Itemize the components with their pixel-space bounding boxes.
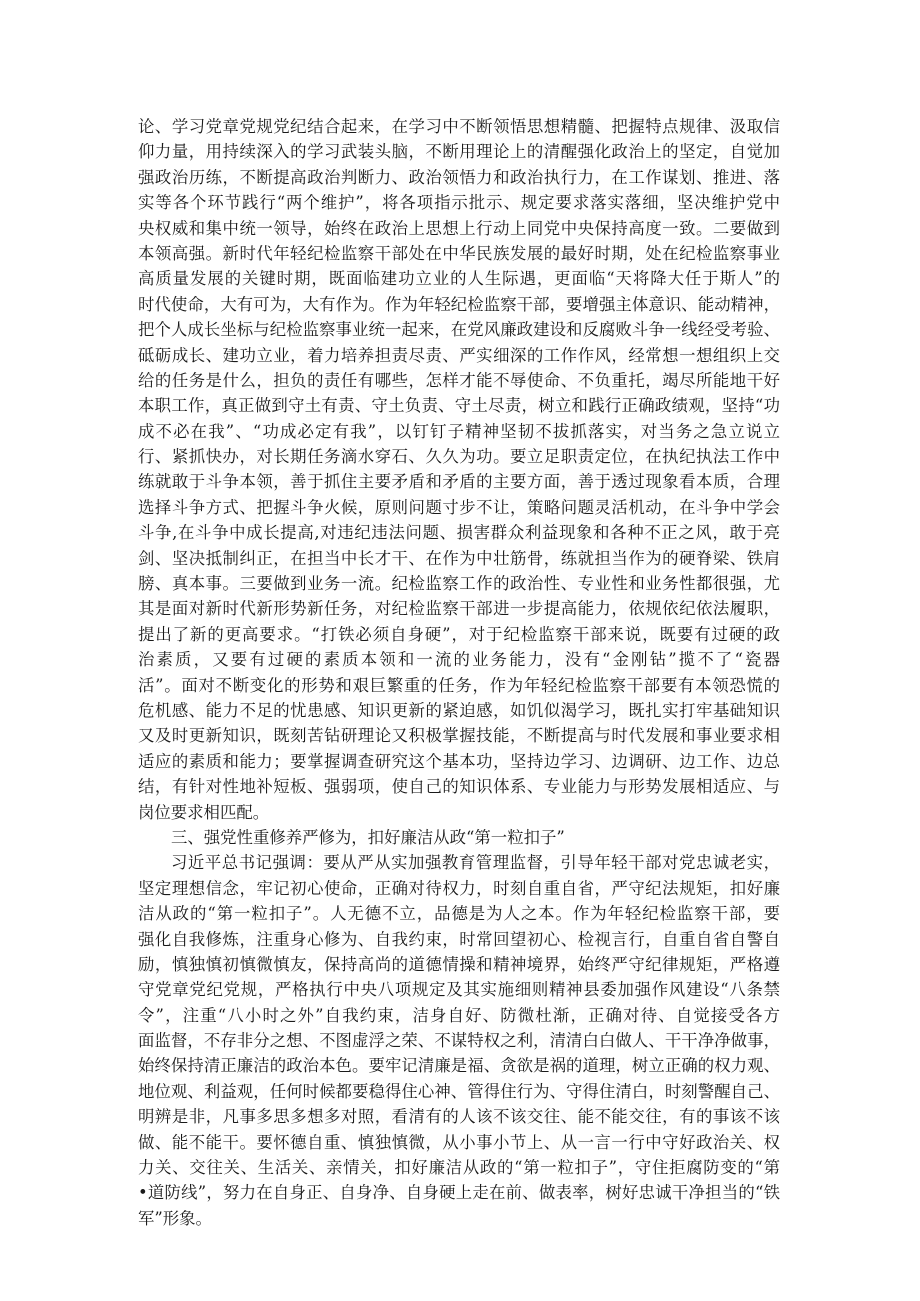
text-line: 力关、交往关、生活关、亲情关，扣好廉洁从政的“第一粒扣子”，守住拒腐防变的“第 [138,1158,780,1178]
text-line: 论、学习党章党规党纪结合起来，在学习中不断领悟思想精髓、把握特点规律、汲取信 [138,117,780,136]
text-line: 适应的素质和能力；要掌握调查研究这个基本功，坚持边学习、边调研、边工作、边总 [138,751,780,771]
text-line: 地位观、利益观，任何时候都要稳得住心神、管得住行为、守得住清白，时刻警醒自己、 [138,1081,780,1101]
text-line: 砥砺成长、建功立业，着力培养担责尽责、严实细深的工作作风，经常想一想组织上交 [138,345,780,365]
text-line: 剑、坚决抵制纠正，在担当中长才干、在作为中壮筋骨，练就担当作为的硬脊梁、铁肩 [138,548,780,568]
text-line: 膀、真本事。三要做到业务一流。纪检监察工作的政治性、专业性和业务性都很强，尤 [138,574,780,594]
text-line: 结，有针对性地补短板、强弱项，使自己的知识体系、专业能力与形势发展相适应、与 [138,777,780,797]
text-line: 治素质，又要有过硬的素质本领和一流的业务能力，没有“金刚钻”揽不了“瓷器 [138,650,780,670]
text-line: 令”，注重“八小时之外”自我约束，洁身自好、防微杜渐，正确对待、自觉接受各方 [138,1005,780,1025]
text-line: 活”。面对不断变化的形势和艰巨繁重的任务，作为年轻纪检监察干部要有本领恐慌的 [138,675,780,695]
text-line: 始终保持清正廉洁的政治本色。要牢记清廉是福、贪欲是祸的道理，树立正确的权力观、 [138,1056,780,1076]
section-heading-3: 三、强党性重修养严修为，扣好廉洁从政“第一粒扣子” [171,827,565,847]
text-line: 仰力量，用持续深入的学习武装头脑，不断用理论上的清醒强化政治上的坚定，自觉加 [138,142,780,162]
text-line: 危机感、能力不足的忧患感、知识更新的紧迫感，如饥似渴学习，既扎实打牢基础知识 [138,700,780,720]
text-line: 行、紧抓快办，对长期任务滴水穿石、久久为功。要立足职责定位，在执纪执法工作中 [138,447,780,467]
text-line: 强化自我修炼，注重身心修为、自我约束，时常回望初心、检视言行，自重自省自警自 [138,929,780,949]
paragraph-integrity [138,850,780,1231]
text-line: 高质量发展的关键时期，既面临建功立业的人生际遇，更面临“天将降大任于斯人”的 [138,269,780,289]
text-line: 把个人成长坐标与纪检监察事业统一起来，在党风廉政建设和反腐败斗争一线经受考验、 [138,320,780,340]
text-line: 守党章党纪党规，严格执行中央八项规定及其实施细则精神县委加强作风建设“八条禁 [138,980,780,1000]
text-line: 习近平总书记强调：要从严从实加强教育管理监督，引导年轻干部对党忠诚老实， [171,853,780,873]
text-line: 练就敢于斗争本领，善于抓住主要矛盾和矛盾的主要方面，善于透过现象看本质，合理 [138,472,780,492]
text-line: 岗位要求相匹配。 [138,802,270,822]
text-line: 本领高强。新时代年轻纪检监察干部处在中华民族发展的最好时期，处在纪检监察事业 [138,243,780,263]
text-line: 励，慎独慎初慎微慎友，保持高尚的道德情操和精神境界，始终严守纪律规矩，严格遵 [138,954,780,974]
text-line: 时代使命，大有可为，大有作为。作为年轻纪检监察干部，要增强主体意识、能动精神， [138,294,780,314]
text-line: 其是面对新时代新形势新任务，对纪检监察干部进一步提高能力，依规依纪依法履职， [138,599,780,619]
text-line: 成不必在我”、“功成必定有我”，以钉钉子精神坚韧不拔抓落实，对当务之急立说立 [138,421,780,441]
text-line: 选择斗争方式、把握斗争火候，原则问题寸步不让，策略问题灵活机动，在斗争中学会 [138,497,780,517]
text-line: 提出了新的更高要求。“打铁必须自身硬”，对于纪检监察干部来说，既要有过硬的政 [138,624,780,644]
text-line: 本职工作，真正做到守土有责、守土负责、守土尽责，树立和践行正确政绩观，坚持“功 [138,396,780,416]
text-line: 斗争,在斗争中成长提高,对违纪违法问题、损害群众利益现象和各种不正之风，敢于亮 [138,523,780,543]
text-line: 明辨是非，凡事多思多想多对照，看清有的人该不该交往、能不能交往，有的事该不该 [138,1107,780,1127]
text-line: 面监督，不存非分之想、不图虚浮之荣、不谋特权之利，清清白白做人、干干净净做事， [138,1031,780,1051]
text-line: 央权威和集中统一领导，始终在政治上思想上行动上同党中央保持高度一致。二要做到 [138,218,780,238]
document-body [138,114,780,1231]
text-line: 实等各个环节践行“两个维护”，将各项指示批示、规定要求落实落细，坚决维护党中 [138,193,780,213]
text-line: 军”形象。 [138,1208,212,1228]
text-line: 又及时更新知识，既刻苦钻研理论又积极掌握技能，不断提高与时代发展和事业要求相 [138,726,780,746]
text-line: 强政治历练，不断提高政治判断力、政治领悟力和政治执行力，在工作谋划、推进、落 [138,167,780,187]
text-line: 洁从政的“第一粒扣子”。人无德不立，品德是为人之本。作为年轻纪检监察干部，要 [138,904,780,924]
text-line: 给的任务是什么，担负的责任有哪些，怎样才能不辱使命、不负重托，竭尽所能地干好 [138,370,780,390]
text-line: 做、能不能干。要怀德自重、慎独慎微，从小事小节上、从一言一行中守好政治关、权 [138,1132,780,1152]
paragraph-work-ability [138,114,780,825]
text-line: 坚定理想信念，牢记初心使命，正确对待权力，时刻自重自省，严守纪法规矩，扣好廉 [138,878,780,898]
text-line: •道防线”，努力在自身正、自身净、自身硬上走在前、做表率，树好忠诚干净担当的“铁 [138,1183,780,1203]
